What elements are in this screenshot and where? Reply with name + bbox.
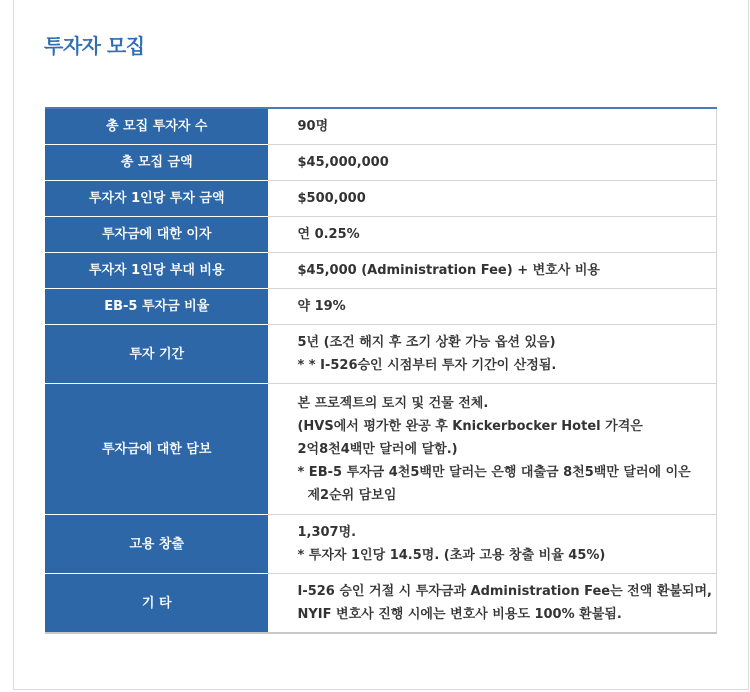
value-line: I-526 승인 거절 시 투자금과 Administration Fee는 전액 환불되며, bbox=[297, 584, 712, 599]
table-row bbox=[45, 145, 717, 181]
value-line: * 투자자 1인당 14.5명. (초과 고용 창출 비율 45%) bbox=[297, 548, 606, 563]
row-value bbox=[268, 217, 716, 253]
row-value bbox=[268, 145, 716, 181]
value-line: 1,307명. bbox=[297, 525, 357, 540]
table-row bbox=[45, 253, 717, 289]
table-row bbox=[45, 515, 717, 574]
row-label: 총 모집 투자자 수 bbox=[45, 108, 268, 145]
table-row bbox=[45, 181, 717, 217]
value-line: * EB-5 투자금 4천5백만 달러는 은행 대출금 8천5백만 달러에 이은 bbox=[297, 464, 691, 480]
value-line: 본 프로젝트의 토지 및 건물 전체. bbox=[297, 395, 489, 411]
investor-info-table bbox=[45, 107, 717, 634]
row-label: 투자금에 대한 담보 bbox=[45, 384, 268, 515]
value-line: 연 0.25% bbox=[297, 227, 360, 242]
row-label: 투자자 1인당 부대 비용 bbox=[45, 253, 268, 289]
row-label: 고용 창출 bbox=[45, 515, 268, 574]
value-line: (HVS에서 평가한 완공 후 Knickerbocker Hotel 가격은 bbox=[297, 418, 643, 434]
value-line: 제2순위 담보임 bbox=[307, 487, 397, 503]
row-label: 기 타 bbox=[45, 574, 268, 634]
row-value bbox=[268, 289, 716, 325]
value-line: $500,000 bbox=[297, 191, 366, 206]
value-line: 약 19% bbox=[297, 299, 346, 314]
value-line: $45,000,000 bbox=[297, 155, 389, 170]
row-label: EB-5 투자금 비율 bbox=[45, 289, 268, 325]
value-line: $45,000 (Administration Fee) + 변호사 비용 bbox=[297, 263, 600, 278]
row-label: 투자자 1인당 투자 금액 bbox=[45, 181, 268, 217]
value-line: NYIF 변호사 진행 시에는 변호사 비용도 100% 환불됨. bbox=[297, 607, 622, 622]
row-value bbox=[268, 384, 716, 515]
table-row bbox=[45, 384, 717, 515]
value-line: 5년 (조건 해지 후 조기 상환 가능 옵션 있음) bbox=[297, 335, 556, 350]
table-row bbox=[45, 574, 717, 634]
table-row bbox=[45, 289, 717, 325]
table-row bbox=[45, 217, 717, 253]
value-line: 2억8천4백만 달러에 달함.) bbox=[297, 441, 458, 457]
row-value bbox=[268, 515, 716, 574]
table-row bbox=[45, 108, 717, 145]
table-row bbox=[45, 325, 717, 384]
row-value bbox=[268, 325, 716, 384]
row-label: 투자금에 대한 이자 bbox=[45, 217, 268, 253]
row-value bbox=[268, 574, 716, 634]
row-value bbox=[268, 181, 716, 217]
row-label: 투자 기간 bbox=[45, 325, 268, 384]
value-line: * * I-526승인 시점부터 투자 기간이 산정됨. bbox=[297, 358, 557, 373]
row-value bbox=[268, 108, 716, 145]
value-line: 90명 bbox=[297, 119, 329, 134]
row-value bbox=[268, 253, 716, 289]
row-label: 총 모집 금액 bbox=[45, 145, 268, 181]
page-title: 투자자 모집 bbox=[44, 34, 145, 58]
